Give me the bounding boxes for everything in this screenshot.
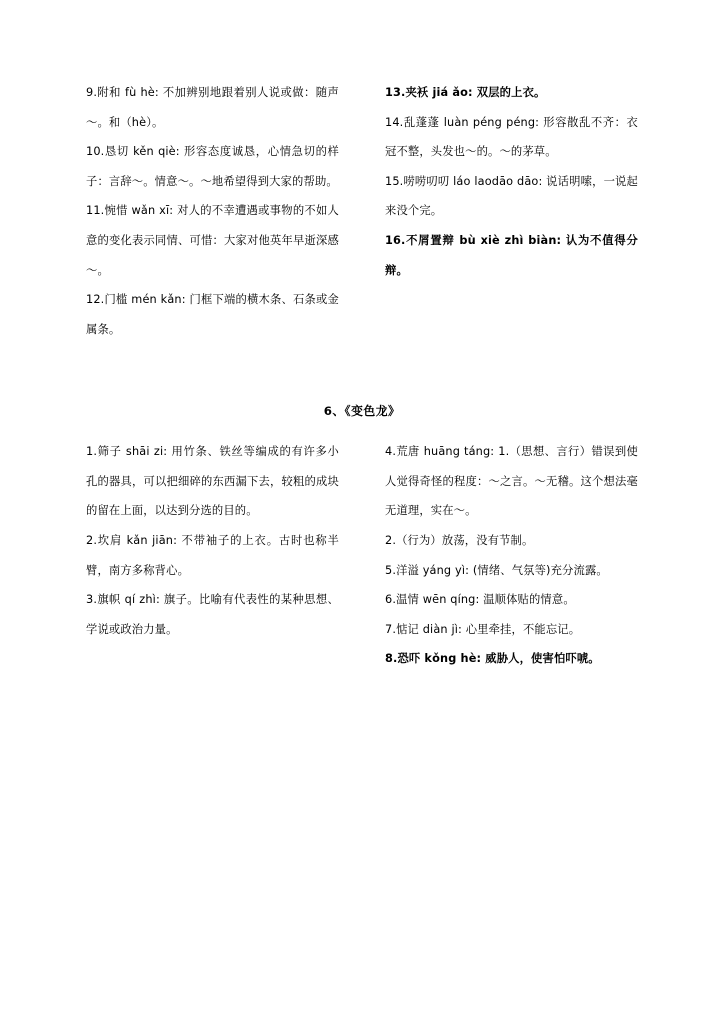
section-two-columns (86, 437, 638, 674)
dictionary-entry: 9.附和 fù hè: 不加辨别地跟着别人说或做：随声～。和（hè）。 (86, 86, 339, 129)
section-divider-space (86, 344, 638, 396)
dictionary-entry: 4.荒唐 huāng táng: 1.（思想、言行）错误到使人觉得奇怪的程度：～之言。～无稽。这个想法毫无道理，实在～。 (385, 445, 638, 518)
section-heading: 6、《变色龙》 (323, 404, 401, 419)
dictionary-entry: 10.恳切 kěn qiè: 形容态度诚恳，心情急切的样子：言辞～。情意～。～地希望得到大家的帮助。 (86, 145, 339, 188)
dictionary-entry: 11.惋惜 wǎn xī: 对人的不幸遭遇或事物的不如人意的变化表示同情、可惜：大家对他英年早逝深感～。 (86, 204, 339, 277)
section-two-left-column (86, 437, 339, 674)
dictionary-entry: 16.不屑置辩 bù xiè zhì biàn: 认为不值得分辩。 (385, 233, 638, 277)
dictionary-entry: 13.夹袄 jiá ǎo: 双层的上衣。 (385, 86, 546, 99)
dictionary-entry: 12.门槛 mén kǎn: 门框下端的横木条、石条或金属条。 (86, 293, 339, 336)
dictionary-entry: 5.洋溢 yáng yì: (情绪、气氛等)充分流露。 (385, 563, 608, 577)
dictionary-entry: 8.恐吓 kǒng hè: 威胁人，使害怕吓唬。 (385, 652, 600, 666)
section-one-columns (86, 78, 638, 344)
dictionary-entry: 3.旗帜 qí zhì: 旗子。比喻有代表性的某种思想、学说或政治力量。 (86, 593, 339, 636)
dictionary-entry: 7.惦记 diàn jì: 心里牵挂，不能忘记。 (385, 622, 581, 636)
dictionary-entry: 2.（行为）放荡，没有节制。 (385, 534, 534, 548)
section-one-left-column (86, 78, 339, 344)
section-two-right-column (385, 437, 638, 674)
dictionary-entry: 1.筛子 shāi zi: 用竹条、铁丝等编成的有许多小孔的器具，可以把细碎的东西漏下去，较粗的成块的留在上面，以达到分选的目的。 (86, 445, 339, 518)
dictionary-entry: 2.坎肩 kǎn jiān: 不带袖子的上衣。古时也称半臂，南方多称背心。 (86, 534, 339, 577)
heading-space (86, 427, 638, 437)
dictionary-entry: 14.乱蓬蓬 luàn péng péng: 形容散乱不齐：衣冠不整，头发也～的。～的茅草。 (385, 115, 638, 159)
dictionary-entry: 6.温情 wēn qíng: 温顺体贴的情意。 (385, 593, 575, 607)
dictionary-entry: 15.唠唠叨叨 láo laodāo dāo: 说话明嗦，一说起来没个完。 (385, 174, 638, 218)
section-one-right-column (385, 78, 638, 344)
